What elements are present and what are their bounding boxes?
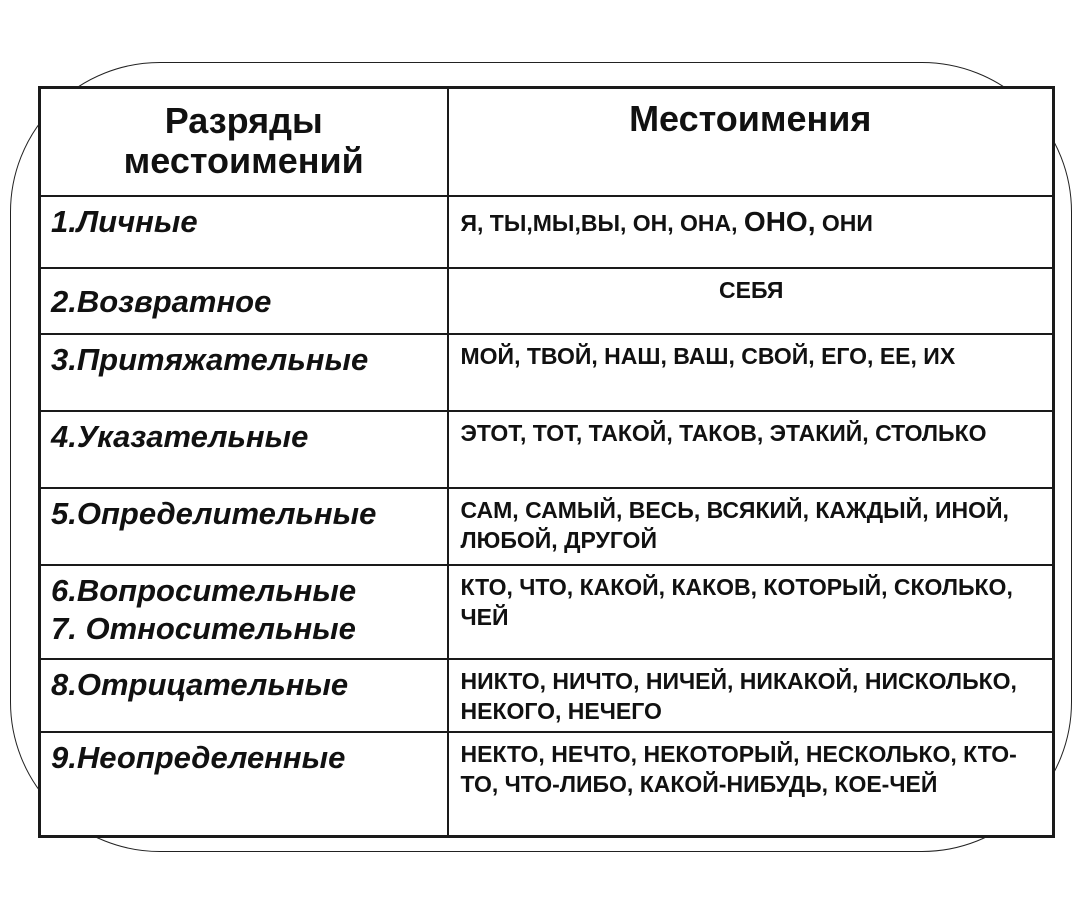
table-row: [40, 732, 1054, 837]
pronouns-cell: САМ, САМЫЙ, ВЕСЬ, ВСЯКИЙ, КАЖДЫЙ, ИНОЙ, ЛЮБОЙ, ДРУГОЙ: [448, 488, 1054, 565]
pronouns-cell: НИКТО, НИЧТО, НИЧЕЙ, НИКАКОЙ, НИСКОЛЬКО, НЕКОГО, НЕЧЕГО: [448, 659, 1054, 732]
category-cell: 8.Отрицательные: [40, 659, 448, 732]
header-categories-line1: Разряды: [164, 100, 323, 141]
category-cell: 1.Личные: [40, 196, 448, 268]
pronouns-cell: СЕБЯ: [448, 268, 1054, 334]
category-cell: 5.Определительные: [40, 488, 448, 565]
table-row: [40, 268, 1054, 334]
header-categories: [40, 88, 448, 196]
pronouns-cell: [448, 196, 1054, 268]
pronouns-text: Я, ТЫ,МЫ,ВЫ, ОН, ОНА,: [460, 209, 744, 236]
table-row: [40, 411, 1054, 488]
pronouns-emphasis: ОНО,: [743, 205, 816, 237]
table-row: [40, 659, 1054, 732]
category-cell: 9.Неопределенные: [40, 732, 448, 837]
pronouns-cell: МОЙ, ТВОЙ, НАШ, ВАШ, СВОЙ, ЕГО, ЕЕ, ИХ: [448, 334, 1054, 411]
table-header-row: [40, 88, 1054, 196]
category-line1: 6.Вопросительные: [51, 572, 357, 608]
category-cell: 2.Возвратное: [40, 268, 448, 334]
category-cell: [40, 565, 448, 659]
pronoun-categories-table: [38, 86, 1055, 838]
category-cell: 4.Указательные: [40, 411, 448, 488]
table-row: [40, 565, 1054, 659]
table-row: [40, 196, 1054, 268]
header-pronouns: Местоимения: [448, 88, 1054, 196]
category-cell: 3.Притяжательные: [40, 334, 448, 411]
pronouns-text-end: ОНИ: [815, 209, 873, 236]
header-categories-line2: местоимений: [123, 140, 364, 181]
table-row: [40, 334, 1054, 411]
table-row: [40, 488, 1054, 565]
pronouns-cell: КТО, ЧТО, КАКОЙ, КАКОВ, КОТОРЫЙ, СКОЛЬКО, ЧЕЙ: [448, 565, 1054, 659]
pronouns-cell: ЭТОТ, ТОТ, ТАКОЙ, ТАКОВ, ЭТАКИЙ, СТОЛЬКО: [448, 411, 1054, 488]
pronouns-cell: НЕКТО, НЕЧТО, НЕКОТОРЫЙ, НЕСКОЛЬКО, КТО-ТО, ЧТО-ЛИБО, КАКОЙ-НИБУДЬ, КОЕ-ЧЕЙ: [448, 732, 1054, 837]
category-line2: 7. Относительные: [51, 610, 356, 646]
